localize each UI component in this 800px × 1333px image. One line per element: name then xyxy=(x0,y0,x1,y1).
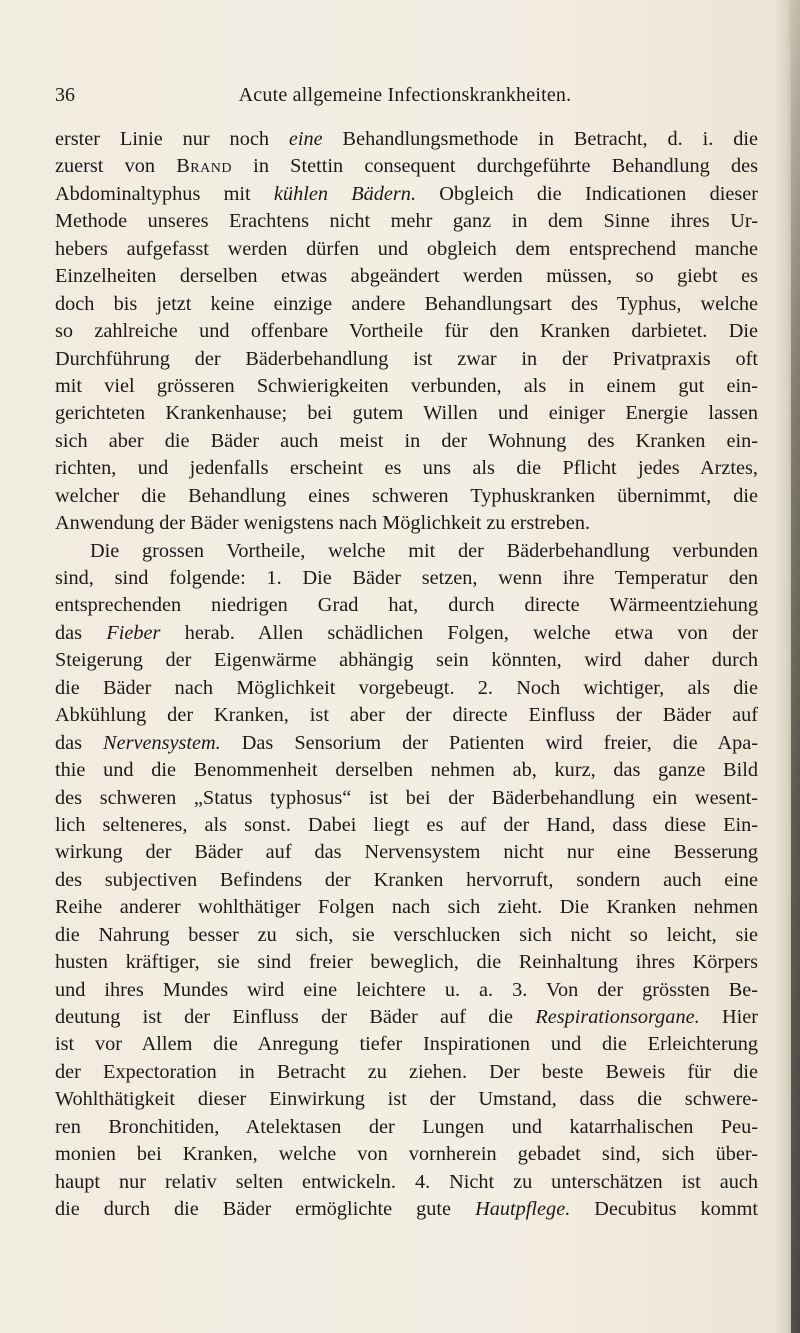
text-line xyxy=(55,977,758,1004)
text-segment: entsprechenden niedrigen Grad hat, durch directe Wärmeentziehung xyxy=(55,594,758,617)
text-line xyxy=(55,922,758,949)
text-segment: Steigerung der Eigenwärme abhängig sein könnten, wird daher durch xyxy=(55,649,758,672)
text-segment: mit viel grösseren Schwierigkeiten verbunden, als in einem gut ein- xyxy=(55,374,758,397)
text-segment: die durch die Bäder ermöglichte gute xyxy=(55,1198,476,1221)
text-line xyxy=(55,153,758,180)
text-line xyxy=(55,894,758,921)
text-segment: Methode unseres Erachtens nicht mehr ganz in dem Sinne ihres Ur- xyxy=(55,210,758,233)
text-segment: ist vor Allem die Anregung tiefer Inspirationen und die Erleichterung xyxy=(55,1033,758,1056)
text-segment: richten, und jedenfalls erscheint es uns als die Pflicht jedes Arztes, xyxy=(55,457,758,480)
book-spine-edge xyxy=(791,0,800,1333)
text-segment: Abdominaltyphus mit xyxy=(55,182,274,205)
text-segment: sind, sind folgende: 1. Die Bäder setzen, wenn ihre Temperatur den xyxy=(55,567,758,589)
text-segment: Anwendung der Bäder wenigstens nach Möglichkeit zu erstreben. xyxy=(55,512,591,535)
text-segment: husten kräftiger, sie sind freier beweglich, die Reinhaltung ihres Körpers xyxy=(55,951,758,974)
text-segment: der Expectoration in Betracht zu ziehen. Der beste Beweis für die xyxy=(55,1060,758,1083)
text-line xyxy=(55,236,758,263)
text-segment: Reihe anderer wohlthätiger Folgen nach sich zieht. Die Kranken nehmen xyxy=(55,896,758,919)
text-line xyxy=(55,1059,758,1086)
text-segment: wirkung der Bäder auf das Nervensystem nicht nur eine Besserung xyxy=(55,841,758,864)
text-line xyxy=(55,592,758,619)
text-line xyxy=(55,1169,758,1196)
text-segment: das xyxy=(55,731,104,754)
text-segment: Durchführung der Bäderbehandlung ist zwar in der Privatpraxis oft xyxy=(55,347,758,370)
text-line xyxy=(55,318,758,345)
text-line xyxy=(55,1196,758,1223)
text-line xyxy=(55,949,758,976)
text-segment: in Stettin consequent durchgeführte Behandlung des xyxy=(231,155,758,178)
text-line xyxy=(55,181,758,208)
text-segment: hebers aufgefasst werden dürfen und obgleich dem entsprechend manche xyxy=(55,237,758,260)
page-number: 36 xyxy=(55,84,75,106)
emphasis-text: kühlen Bädern. xyxy=(273,182,417,205)
text-line xyxy=(55,400,758,427)
text-segment: Die grossen Vortheile, welche mit der Bäderbehandlung verbunden xyxy=(90,539,758,562)
text-segment: doch bis jetzt keine einzige andere Behandlungsart des Typhus, welche xyxy=(55,292,758,315)
text-line xyxy=(55,812,758,839)
text-segment: sich aber die Bäder auch meist in der Wohnung des Kranken ein- xyxy=(55,429,758,452)
author-name: Brand xyxy=(176,155,232,178)
text-line xyxy=(55,428,758,455)
text-segment: Das Sensorium der Patienten wird freier, die Apa- xyxy=(220,731,759,754)
emphasis-text: Hautpflege. xyxy=(475,1198,571,1221)
text-segment: herab. Allen schädlichen Folgen, welche etwa von der xyxy=(160,621,759,644)
text-line xyxy=(55,702,758,729)
text-line xyxy=(55,839,758,866)
emphasis-text: Fieber xyxy=(106,621,161,644)
text-line xyxy=(55,867,758,894)
text-line xyxy=(55,620,758,647)
text-segment: thie und die Benommenheit derselben nehmen ab, kurz, das ganze Bild xyxy=(55,759,758,782)
text-line xyxy=(55,263,758,290)
text-line xyxy=(55,538,758,565)
page-header xyxy=(55,84,755,110)
text-segment: des subjectiven Befindens der Kranken hervorruft, sondern auch eine xyxy=(55,868,758,891)
text-segment: Abkühlung der Kranken, ist aber der directe Einfluss der Bäder auf xyxy=(55,704,758,727)
text-segment: so zahlreiche und offenbare Vortheile für den Kranken darbietet. Die xyxy=(55,320,758,343)
text-segment: die Nahrung besser zu sich, sie verschlucken sich nicht so leicht, sie xyxy=(55,923,758,946)
text-line xyxy=(55,1114,758,1141)
text-segment: gerichteten Krankenhause; bei gutem Willen und einiger Energie lassen xyxy=(55,402,758,425)
running-title: Acute allgemeine Infectionskrankheiten. xyxy=(238,84,572,106)
text-line xyxy=(55,455,758,482)
text-line xyxy=(55,483,758,510)
text-segment: welcher die Behandlung eines schweren Typhuskranken übernimmt, die xyxy=(55,484,758,507)
text-line xyxy=(55,346,758,373)
text-segment: Decubitus kommt xyxy=(570,1198,759,1221)
text-line xyxy=(55,757,758,784)
text-segment: Einzelheiten derselben etwas abgeändert werden müssen, so giebt es xyxy=(55,265,758,288)
text-line xyxy=(55,647,758,674)
text-segment: die Bäder nach Möglichkeit vorgebeugt. 2. Noch wichtiger, als die xyxy=(55,676,758,699)
text-segment: deutung ist der Einfluss der Bäder auf die xyxy=(55,1006,536,1028)
text-line xyxy=(55,565,758,592)
text-line xyxy=(55,291,758,318)
emphasis-text: eine xyxy=(288,128,323,150)
text-line xyxy=(55,510,758,537)
text-segment: erster Linie nur noch xyxy=(55,128,289,150)
text-line xyxy=(55,126,758,153)
text-line xyxy=(55,675,758,702)
text-line xyxy=(55,730,758,757)
text-segment: Hier xyxy=(699,1006,759,1028)
text-segment: lich selteneres, als sonst. Dabei liegt es auf der Hand, dass diese Ein- xyxy=(55,813,758,836)
text-segment: haupt nur relativ selten entwickeln. 4. Nicht zu unterschätzen ist auch xyxy=(55,1170,758,1193)
text-line xyxy=(55,1141,758,1168)
text-segment: Behandlungsmethode in Betracht, d. i. die xyxy=(322,128,758,150)
text-segment: und ihres Mundes wird eine leichtere u. a. 3. Von der grössten Be- xyxy=(55,978,758,1001)
text-line xyxy=(55,1031,758,1058)
text-line xyxy=(55,208,758,235)
text-segment: zuerst von xyxy=(55,155,177,178)
text-line xyxy=(55,1086,758,1113)
text-segment: Wohlthätigkeit dieser Einwirkung ist der Umstand, dass die schwere- xyxy=(55,1088,758,1111)
emphasis-text: Respirationsorgane. xyxy=(535,1006,700,1028)
emphasis-text: Nervensystem. xyxy=(103,731,221,754)
text-segment: ren Bronchitiden, Atelektasen der Lungen und katarrhalischen Peu- xyxy=(55,1115,758,1138)
text-segment: monien bei Kranken, welche von vornherein gebadet sind, sich über- xyxy=(55,1143,758,1166)
text-segment: das xyxy=(55,621,107,644)
text-line xyxy=(55,1004,758,1031)
text-segment: Obgleich die Indicationen dieser xyxy=(416,182,759,205)
text-line xyxy=(55,785,758,812)
text-segment: des schweren „Status typhosus“ ist bei der Bäderbehandlung ein wesent- xyxy=(55,786,758,809)
text-line xyxy=(55,373,758,400)
body-text xyxy=(55,126,758,1224)
